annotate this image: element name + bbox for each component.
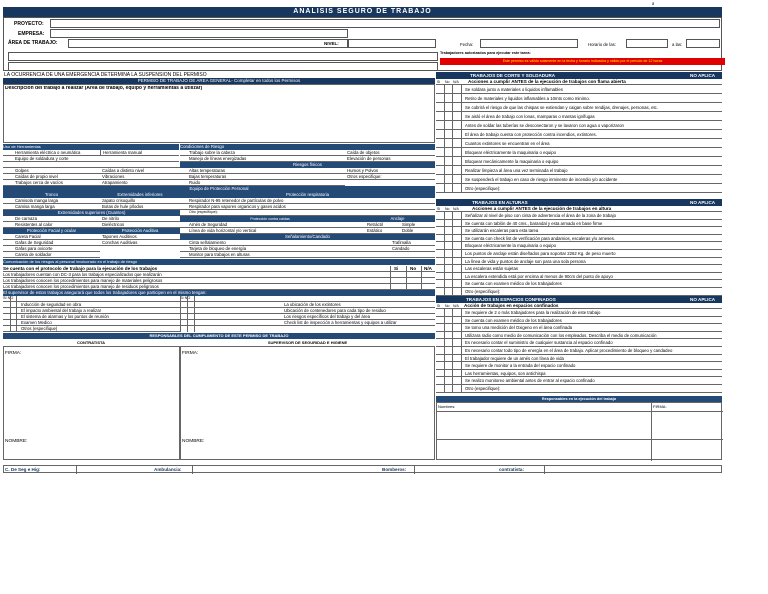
anclaje-header: Anclaje — [360, 216, 435, 222]
ext-sup-row[interactable]: De nitrilo — [100, 216, 180, 222]
confinados-title: TRABAJOS EN ESPACIOS CONFINADOS — [466, 297, 556, 302]
col-no: No — [445, 207, 450, 211]
corte-row[interactable]: Retiro de materiales y liquidos inflamables a 10mts como minimo. — [436, 94, 722, 103]
ext-inf-row[interactable]: zapato crisoquillo — [100, 198, 180, 204]
confinados-row[interactable]: Se requiere de monitor a la entrada del espacio confinado — [436, 362, 722, 370]
alturas-sub: Acciones a cumplir ANTES de la ejecución de trabajos en altura — [472, 206, 612, 211]
anclaje-row[interactable]: Estático — [365, 228, 400, 234]
tronco-row[interactable]: Camisola manga larga — [3, 198, 100, 204]
horario-label: Horario de las: — [588, 42, 616, 47]
resp-row[interactable]: Respirador para vapores organicos y gases acidos — [180, 204, 435, 210]
proyecto-field[interactable] — [50, 19, 720, 28]
fisico-row[interactable]: Humos y Polvos — [345, 168, 435, 174]
resp-row[interactable]: Otro (especifique): — [180, 210, 435, 216]
uso-herr-header: Uso de Herramientas — [3, 144, 179, 150]
si-no-header-2: SI NO — [180, 296, 435, 302]
senal-row[interactable]: Tarjeta de bloqueo de energía — [180, 246, 390, 252]
comunic-row[interactable]: Los trabajadores conocen los procedimientos para manejo de residuos peligrosos — [3, 284, 435, 290]
responsables-header: RESPONSABLES DEL CUMPLIMIENTO DE ESTE PERMISO DE TRABAJO — [3, 333, 435, 339]
fisico-row[interactable]: Caídas a distinto nivel — [100, 168, 180, 174]
supervisor-item[interactable]: El impacto ambiental del trabajo a realizar — [3, 308, 180, 314]
contratista-phone-label: contratista: — [499, 467, 525, 472]
supervisor-row: El supervisor de estos trabajos asegurará que todos los trabajadores que participen en el mismo tengan: — [3, 290, 435, 296]
cond2-row[interactable]: Caída de objetos — [345, 150, 435, 156]
supervisor-item[interactable]: Otros (especifique) — [3, 326, 180, 332]
confinados-header — [436, 296, 722, 303]
footer-contacts — [3, 465, 722, 473]
supervisor-item[interactable]: La ubicación de los extintores — [180, 302, 435, 308]
proyecto-label: PROYECTO: — [14, 21, 44, 27]
senal-header: Señalamiento/Candado — [180, 234, 435, 240]
senal2-row[interactable]: Trafimalla — [390, 240, 435, 246]
epp-header: Equipo de Protección Personal — [3, 186, 435, 192]
horario-field[interactable] — [626, 39, 668, 48]
riesgos-fisicos-header: Riesgos físicos — [180, 162, 435, 168]
supervisor-item[interactable]: Check list de inspección a herramientas y equipos a utilizar — [180, 320, 435, 326]
ext-inf-row[interactable]: Botas de hule p/lodos — [100, 204, 180, 210]
anclaje-row[interactable]: Doble — [400, 228, 435, 234]
area-field[interactable] — [68, 39, 348, 48]
corte-row[interactable]: El área de trabajo cuenta con protección contra incendios, extintores. — [436, 130, 722, 139]
firma-label: FIRMA: — [653, 404, 667, 409]
nivel-label: NIVEL: — [324, 41, 339, 46]
firma-label: FIRMA: — [182, 351, 199, 356]
caidas-row[interactable]: Línea de vida horizontal y/o vertical — [180, 228, 365, 234]
nombres-label: Nombres: — [438, 404, 456, 409]
protocolo-row[interactable] — [3, 266, 435, 272]
alturas-row[interactable]: Se utilizarán escaleras para esta tarea — [436, 227, 722, 235]
anclaje-row[interactable]: Simple — [400, 222, 435, 228]
facial-row[interactable]: Gafas de Seguridad — [3, 240, 100, 246]
alturas-row[interactable]: Señalizar al nivel de piso con cinta de advertencia el área de la zona de trabajo — [436, 212, 722, 220]
col-no: No — [445, 80, 450, 84]
corte-sub: Acciones a cumplir ANTES de la ejecución de trabajos con flama abierta — [468, 79, 626, 84]
supervisor-item[interactable]: Examen Medico — [3, 320, 180, 326]
corte-row[interactable]: Otro (especifique): — [436, 184, 722, 193]
confinados-row[interactable]: El trabajador requiere de un arnés con línea de vida — [436, 355, 722, 363]
alturas-title: TRABAJOS EN ALTURAS — [472, 200, 528, 205]
empresa-label: EMPRESA: — [18, 31, 45, 37]
alturas-row[interactable]: Las escaleras están sujetas — [436, 265, 722, 273]
fisico-row[interactable]: Caídas de propio nivel — [3, 174, 100, 180]
confinados-row[interactable]: Las herramientas, equipos, son antichispa — [436, 370, 722, 378]
responsables-ejecucion-header: Responsables en la ejecución del trabajo — [436, 396, 722, 402]
col-na: N/A — [453, 80, 459, 84]
fisico-row[interactable]: Bajas temperaturas — [180, 174, 345, 180]
confinados-no-aplica[interactable]: NO APLICA — [690, 297, 716, 302]
cond-row[interactable]: Manejo de líneas energizadas — [180, 156, 345, 162]
ext-sup-row[interactable]: Resistentes al calor — [3, 222, 100, 228]
corte-row[interactable]: Se soldara junto a materiales o liquidos inflamables — [436, 85, 722, 94]
auditiva-header: Protección Auditiva — [100, 228, 180, 234]
corte-row[interactable]: Bloquear eléctricamente la maquinaria o equipo — [436, 148, 722, 157]
col-si: Si — [437, 80, 441, 84]
firma-label: FIRMA: — [5, 351, 22, 356]
col-na: N/A — [453, 207, 459, 211]
senal-row[interactable]: Monitor para trabajos en alturas — [180, 252, 435, 258]
uso-herr2-row[interactable]: Herramienta manual — [100, 150, 179, 156]
a-las-label: a las: — [672, 42, 683, 47]
fisico-row[interactable]: Ruido — [180, 180, 345, 186]
resp-row[interactable]: Respirador N-95 retenedor de partículas de polvo — [180, 198, 435, 204]
nombre-label: NOMBRE: — [5, 439, 28, 444]
fisico-row[interactable]: Trabajos cerca de vacíos — [3, 180, 100, 186]
alturas-row[interactable]: Bloquear eléctricamente la maquinaria o equipo — [436, 242, 722, 250]
corte-row[interactable]: Se aisló el área de trabajo con lonas, mamparas o mantas ignífugas — [436, 112, 722, 121]
corte-row[interactable]: Se cubrirá el riesgo de que las chispas se extiendan y caigan sobre rendijas, drenajes, personas, etc. — [436, 103, 722, 112]
col-si: Si — [437, 207, 441, 211]
ext-inf-header: Extremidades inferiores — [100, 192, 180, 198]
confinados-row[interactable]: Se requiere de 2 o más trabajadores para la realización de este trabajo — [436, 309, 722, 317]
bomberos-label: Bomberos: — [382, 467, 407, 472]
col-na: N/A — [453, 304, 459, 308]
supervisor-item[interactable]: Los riesgos específicos del trabajo y del área — [180, 314, 435, 320]
corte-row[interactable]: Bloquear mecánicamente la maquinaria o equipo — [436, 157, 722, 166]
nombre-label: NOMBRE: — [182, 439, 205, 444]
confinados-row[interactable]: Es necesario contar todo tipo de energía en el área de trabajo. Aplicar procedimiento de bloqueo y candadeo — [436, 347, 722, 355]
comunicacion-header: Comunicación de los riesgos al personal involucrado en el trabajo de riesgo — [3, 259, 435, 265]
confinados-row[interactable]: Se tomo una medición del Oxigeno en el área confinada — [436, 324, 722, 332]
fecha-label: Fecha: — [460, 42, 474, 47]
tronco-header: Tronco — [3, 192, 100, 198]
fisico-row[interactable]: Atrapamiento — [100, 180, 180, 186]
page-number: a — [652, 1, 655, 6]
col-no: No — [445, 304, 450, 308]
supervisor-item[interactable]: El sistema de alarmas y los puntos de reunión — [3, 314, 180, 320]
si-col: Si — [394, 266, 399, 271]
alturas-row[interactable]: La línea de vida y puntos de anclaje son para una sola persona — [436, 258, 722, 266]
ambulancia-label: Ambulancia: — [154, 467, 182, 472]
autorizados-field[interactable] — [8, 52, 438, 61]
facial-header: Protección Facial y ocular — [3, 228, 100, 234]
protocolo-label: Se cuenta con el protocolo de trabajo para la ejecución de los trabajos — [3, 266, 158, 271]
fisico-row[interactable]: Otros especifique: — [345, 174, 435, 180]
alturas-row[interactable]: La escalera extendida está por encima al menos de 90cm del punto de apoyo — [436, 273, 722, 281]
no-col: No — [410, 266, 417, 271]
anclaje-row[interactable]: Retráctil — [365, 222, 400, 228]
auditiva-row[interactable]: Conchas Auditivas — [100, 240, 180, 246]
fisico-row[interactable]: Altas temperaturas — [180, 168, 345, 174]
comunic-row[interactable]: Los trabajadores cuentan con DC-3 para los trabajos especializados que realizarán — [3, 272, 435, 278]
si-no-header: SI NO — [3, 296, 180, 302]
confinados-row[interactable]: Es necesario contar el suministro de cualquier sustancia al espacio confinado — [436, 339, 722, 347]
fisico-row[interactable]: Vibraciones — [100, 174, 180, 180]
confinados-row[interactable]: Otro (especifique): — [436, 385, 722, 393]
ext-sup-row[interactable]: Dieléctricos — [100, 222, 180, 228]
caidas-header: Protección contra caídas — [180, 216, 360, 222]
resp-header: Protección respiratoria — [180, 192, 435, 198]
comunic-row[interactable]: Los trabajadores conocen los procedimientos para manejo de materiales peligrosos — [3, 278, 435, 284]
fecha-field[interactable] — [480, 39, 578, 48]
header-form — [3, 17, 722, 71]
na-col: N/A — [424, 266, 432, 271]
supervisor-signature[interactable] — [180, 346, 435, 460]
corte-row[interactable]: Realizar limpieza al área una vez terminada el trabajo — [436, 166, 722, 175]
cond2-row[interactable]: Elevación de personas — [345, 156, 435, 162]
alturas-row[interactable]: Se cuenta con examen médico de los trabajadores — [436, 280, 722, 288]
nivel-field[interactable] — [348, 39, 436, 48]
corte-row[interactable]: Antes de soldar las tuberías se desconectaron y se lavaron con agua o vaporizaron — [436, 121, 722, 130]
confinados-row[interactable]: Se realizo monitoreo ambiental antes de entrar al espacio confinado — [436, 377, 722, 385]
caidas-row[interactable]: Arnés de Seguridad — [180, 222, 365, 228]
senal2-row[interactable]: Candado — [390, 246, 435, 252]
descripcion-area[interactable] — [3, 84, 435, 143]
confinados-row[interactable]: Utilizara radio como medio de comunicación con los empleados. Describa el medio de comunicación — [436, 332, 722, 340]
corte-row[interactable]: Cuantos extintores se encuentran en el área — [436, 139, 722, 148]
autorizados-label: Trabajadores autorizados para ejecutar este tarea: — [440, 51, 531, 55]
senal-row[interactable]: Cinta señalamiento — [180, 240, 390, 246]
contratista-signature[interactable] — [3, 346, 180, 460]
a-las-field[interactable] — [686, 39, 720, 48]
supervisor-seg-label: SUPERVISOR DE SEGURIDAD E HIGIENE — [267, 340, 348, 345]
seg-hig-label: C. De Seg e Hig: — [5, 467, 41, 472]
ext-sup-row[interactable]: De carnaza — [3, 216, 100, 222]
confinados-row[interactable]: Se cuenta con examen médico de los trabajadores — [436, 317, 722, 325]
empresa-field[interactable] — [50, 29, 348, 38]
supervisor-item[interactable]: Ubicación de contenedores para cada tipo de residuo — [180, 308, 435, 314]
corte-no-aplica[interactable]: NO APLICA — [690, 73, 716, 78]
permiso-header: PERMISO DE TRABAJO DE AREA GENERAL- Completar en todos los Permisos — [3, 78, 435, 84]
cond-header: Condiciones de Riesgo — [180, 144, 435, 150]
autorizados-field-2[interactable] — [8, 62, 438, 71]
corte-row[interactable]: Se suspenderá el trabajo en caso de riesgo inminente de incendio y/o accidente — [436, 175, 722, 184]
alturas-row[interactable]: Los puntos de anclaje están diseñados para soportar 2262 Kg. de peso muerto — [436, 250, 722, 258]
facial-row[interactable]: Careta de soldador — [3, 252, 100, 258]
alturas-no-aplica[interactable]: NO APLICA — [690, 200, 716, 205]
page-title: ANALISIS SEGURO DE TRABAJO — [3, 7, 722, 17]
corte-title: TRABAJOS DE CORTE Y SOLDADURA — [470, 73, 556, 78]
uso-herr-row[interactable]: Herramienta eléctrica o neumática — [3, 150, 179, 156]
corte-header — [436, 72, 722, 79]
responsables-ejecucion-area[interactable] — [436, 402, 722, 460]
emergency-notice: LA OCURRENCIA DE UNA EMERGENCIA DETERMINA LA SUSPENSIÓN DEL PERMISO — [4, 72, 207, 78]
ext-sup-header: Extremidades superiores (Guantes) — [3, 210, 180, 216]
alturas-row[interactable]: Se cuenta con tablón de 40 cms., barandal y esta armado en base firme — [436, 220, 722, 228]
cond-row[interactable]: Trabajo sobre la cabeza — [180, 150, 345, 156]
facial-row[interactable]: Gafas para oxicorte — [3, 246, 100, 252]
alturas-header — [436, 199, 722, 206]
alturas-row[interactable]: Otro (especifique): — [436, 288, 722, 296]
area-label: ÁREA DE TRABAJO: — [8, 40, 58, 46]
uso-herr-row[interactable]: Equipo de soldadura y corte — [3, 156, 179, 162]
confinados-sub: Acción de trabajos en espacios confinados — [464, 303, 559, 308]
supervisor-item[interactable]: Inducción de seguridad en obra — [3, 302, 180, 308]
descripcion-label: Descripción del trabajo a realizar (Área de trabajo, equipo y herramientas a utilizar) — [5, 86, 203, 91]
facial-row[interactable]: Careta Facial — [3, 234, 100, 240]
tronco-row[interactable]: Camisa manga larga — [3, 204, 100, 210]
col-si: Si — [437, 304, 441, 308]
fisico-row[interactable]: Golpes — [3, 168, 100, 174]
validity-notice: Este permiso es válido solamente en la fecha y horario indicados y válido por el periodo de 12 horas — [440, 58, 725, 65]
alturas-row[interactable]: Se cuenta con check list de verificación para andamios, escaleras y/o arneses. — [436, 235, 722, 243]
contratista-label: CONTRATISTA — [76, 340, 106, 345]
auditiva-row[interactable]: Tapones Auditivos — [100, 234, 180, 240]
